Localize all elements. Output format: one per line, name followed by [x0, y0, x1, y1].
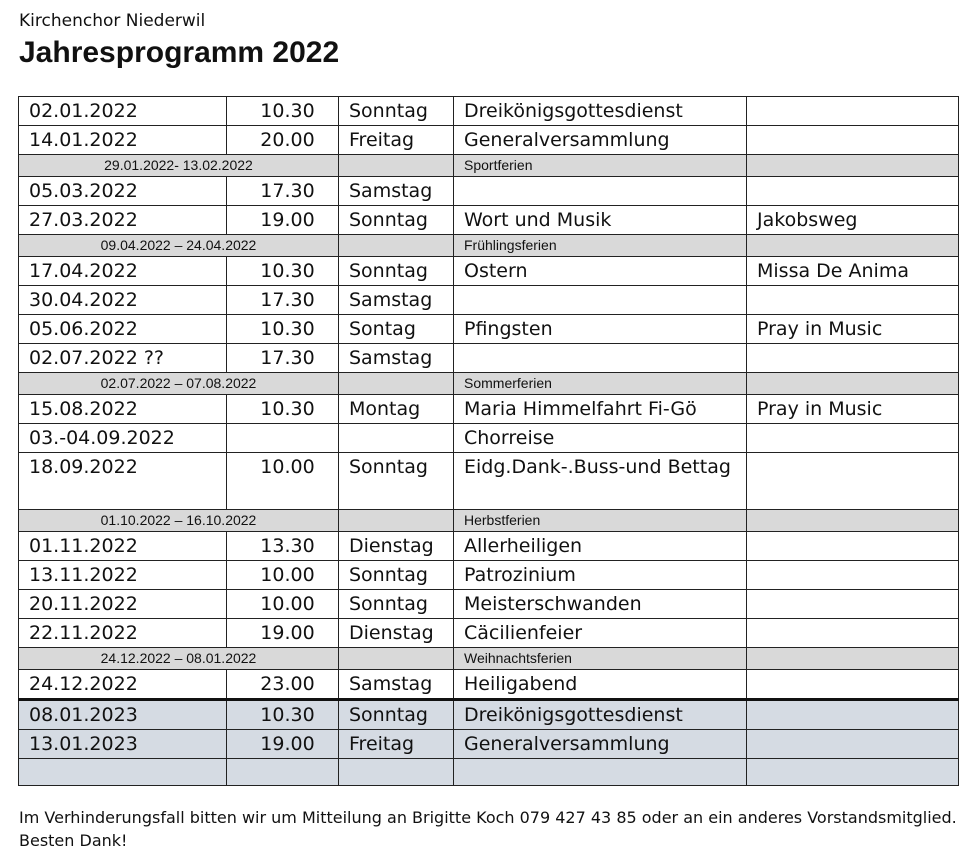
program-table: [18, 96, 959, 786]
event-cell: Chorreise: [454, 424, 747, 453]
day-cell: Montag: [339, 395, 454, 424]
note-cell: Pray in Music: [747, 395, 959, 424]
note-cell: [747, 177, 959, 206]
date-cell: 13.01.2023: [19, 730, 227, 759]
date-cell: 24.12.2022: [19, 670, 227, 700]
event-cell: [454, 177, 747, 206]
table-row: [19, 177, 959, 206]
organization-name: Kirchenchor Niederwil: [19, 11, 206, 31]
time-cell: 17.30: [227, 344, 339, 373]
table-row: [19, 424, 959, 453]
note-cell: Missa De Anima: [747, 257, 959, 286]
table-row: [19, 532, 959, 561]
event-cell: Ostern: [454, 257, 747, 286]
time-cell: [227, 759, 339, 786]
day-cell: [339, 648, 454, 670]
event-cell: [454, 344, 747, 373]
event-cell: Maria Himmelfahrt Fi-Gö: [454, 395, 747, 424]
table-row: [19, 670, 959, 700]
date-cell: 30.04.2022: [19, 286, 227, 315]
day-cell: Samstag: [339, 670, 454, 700]
time-cell: 10.30: [227, 315, 339, 344]
event-cell: Heiligabend: [454, 670, 747, 700]
holiday-row: [19, 235, 959, 257]
note-cell: [747, 759, 959, 786]
note-cell: [747, 126, 959, 155]
day-cell: Sonntag: [339, 206, 454, 235]
date-cell: 22.11.2022: [19, 619, 227, 648]
note-cell: [747, 619, 959, 648]
table-row: [19, 619, 959, 648]
table-row: [19, 206, 959, 235]
time-cell: 13.30: [227, 532, 339, 561]
event-cell: Dreikönigsgottesdienst: [454, 700, 747, 730]
holiday-range: 29.01.2022- 13.02.2022: [19, 155, 339, 177]
note-cell: [747, 700, 959, 730]
event-cell: Allerheiligen: [454, 532, 747, 561]
table-row: [19, 315, 959, 344]
holiday-range: 24.12.2022 – 08.01.2022: [19, 648, 339, 670]
event-cell: Meisterschwanden: [454, 590, 747, 619]
holiday-range: 01.10.2022 – 16.10.2022: [19, 510, 339, 532]
event-cell: [454, 286, 747, 315]
table-row: [19, 395, 959, 424]
event-cell: Generalversammlung: [454, 126, 747, 155]
day-cell: [339, 424, 454, 453]
holiday-row: [19, 648, 959, 670]
date-cell: 08.01.2023: [19, 700, 227, 730]
table-row: [19, 126, 959, 155]
time-cell: 10.30: [227, 97, 339, 126]
note-cell: [747, 373, 959, 395]
date-cell: 15.08.2022: [19, 395, 227, 424]
date-cell: 14.01.2022: [19, 126, 227, 155]
time-cell: 10.00: [227, 561, 339, 590]
time-cell: 19.00: [227, 206, 339, 235]
time-cell: 10.00: [227, 590, 339, 619]
day-cell: Sonntag: [339, 97, 454, 126]
table-row: [19, 344, 959, 373]
time-cell: 10.30: [227, 395, 339, 424]
table-row: [19, 286, 959, 315]
table-row: [19, 257, 959, 286]
holiday-name: Sportferien: [454, 155, 747, 177]
day-cell: Sonntag: [339, 700, 454, 730]
table-row: [19, 561, 959, 590]
holiday-name: Weihnachtsferien: [454, 648, 747, 670]
table-row: [19, 97, 959, 126]
time-cell: 10.00: [227, 453, 339, 510]
day-cell: Samstag: [339, 177, 454, 206]
date-cell: 02.01.2022: [19, 97, 227, 126]
holiday-row: [19, 510, 959, 532]
event-cell: Patrozinium: [454, 561, 747, 590]
time-cell: 10.30: [227, 257, 339, 286]
note-cell: [747, 235, 959, 257]
table-row: [19, 759, 959, 786]
day-cell: [339, 373, 454, 395]
day-cell: Dienstag: [339, 619, 454, 648]
day-cell: [339, 155, 454, 177]
day-cell: Sontag: [339, 315, 454, 344]
event-cell: Eidg.Dank-.Buss-und Bettag: [454, 453, 747, 510]
time-cell: 17.30: [227, 177, 339, 206]
note-cell: [747, 670, 959, 700]
time-cell: 10.30: [227, 700, 339, 730]
footer-note: Im Verhinderungsfall bitten wir um Mitteilung an Brigitte Koch 079 427 43 85 oder an ein anderes Vorstandsmitglied. Besten Dank!: [19, 808, 957, 850]
holiday-name: Sommerferien: [454, 373, 747, 395]
time-cell: 20.00: [227, 126, 339, 155]
date-cell: 03.-04.09.2022: [19, 424, 227, 453]
event-cell: Dreikönigsgottesdienst: [454, 97, 747, 126]
date-cell: 27.03.2022: [19, 206, 227, 235]
day-cell: Freitag: [339, 730, 454, 759]
date-cell: 17.04.2022: [19, 257, 227, 286]
table-row: [19, 590, 959, 619]
time-cell: [227, 424, 339, 453]
day-cell: Sonntag: [339, 257, 454, 286]
note-cell: [747, 561, 959, 590]
note-cell: [747, 510, 959, 532]
note-cell: [747, 590, 959, 619]
event-cell: [454, 759, 747, 786]
note-cell: [747, 532, 959, 561]
day-cell: [339, 759, 454, 786]
page-title: Jahresprogramm 2022: [19, 36, 340, 69]
note-cell: [747, 453, 959, 510]
note-cell: [747, 730, 959, 759]
holiday-row: [19, 373, 959, 395]
note-cell: [747, 286, 959, 315]
day-cell: [339, 235, 454, 257]
note-cell: [747, 97, 959, 126]
day-cell: Samstag: [339, 344, 454, 373]
note-cell: [747, 344, 959, 373]
date-cell: 01.11.2022: [19, 532, 227, 561]
note-cell: [747, 424, 959, 453]
date-cell: [19, 759, 227, 786]
day-cell: Samstag: [339, 286, 454, 315]
table-row: [19, 453, 959, 510]
day-cell: Sonntag: [339, 561, 454, 590]
date-cell: 20.11.2022: [19, 590, 227, 619]
holiday-name: Frühlingsferien: [454, 235, 747, 257]
date-cell: 18.09.2022: [19, 453, 227, 510]
table-row: [19, 700, 959, 730]
event-cell: Generalversammlung: [454, 730, 747, 759]
day-cell: Sonntag: [339, 453, 454, 510]
date-cell: 13.11.2022: [19, 561, 227, 590]
note-cell: [747, 648, 959, 670]
day-cell: Sonntag: [339, 590, 454, 619]
note-cell: [747, 155, 959, 177]
day-cell: [339, 510, 454, 532]
time-cell: 19.00: [227, 619, 339, 648]
event-cell: Wort und Musik: [454, 206, 747, 235]
day-cell: Dienstag: [339, 532, 454, 561]
event-cell: Cäcilienfeier: [454, 619, 747, 648]
note-cell: Jakobsweg: [747, 206, 959, 235]
table-row: [19, 730, 959, 759]
time-cell: 19.00: [227, 730, 339, 759]
date-cell: 05.06.2022: [19, 315, 227, 344]
event-cell: Pfingsten: [454, 315, 747, 344]
holiday-range: 09.04.2022 – 24.04.2022: [19, 235, 339, 257]
holiday-row: [19, 155, 959, 177]
date-cell: 02.07.2022 ??: [19, 344, 227, 373]
time-cell: 23.00: [227, 670, 339, 700]
holiday-name: Herbstferien: [454, 510, 747, 532]
note-cell: Pray in Music: [747, 315, 959, 344]
time-cell: 17.30: [227, 286, 339, 315]
date-cell: 05.03.2022: [19, 177, 227, 206]
day-cell: Freitag: [339, 126, 454, 155]
holiday-range: 02.07.2022 – 07.08.2022: [19, 373, 339, 395]
